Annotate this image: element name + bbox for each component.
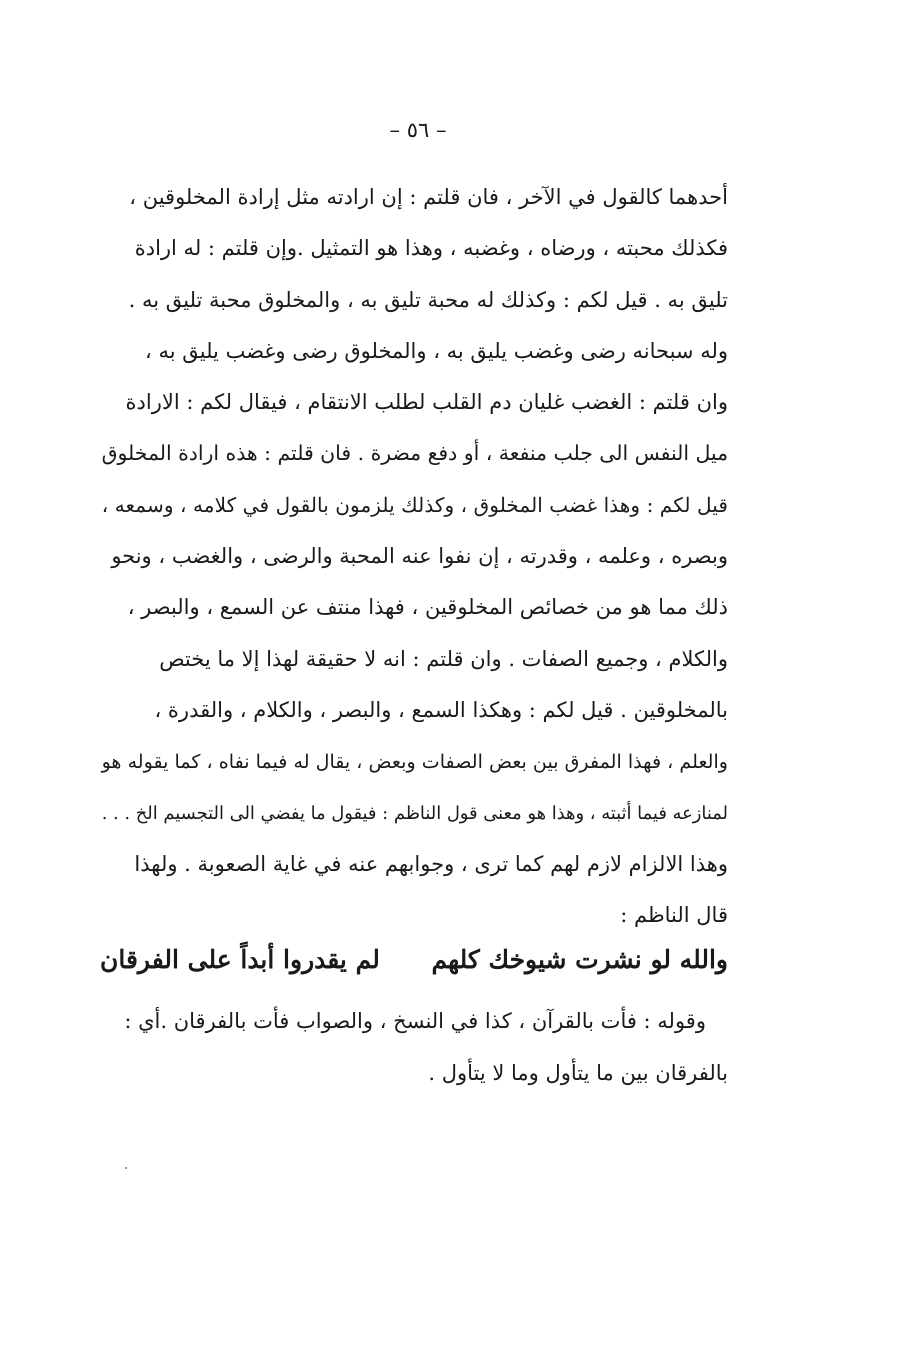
- text-line: قال الناظم :: [620, 903, 728, 928]
- text-line: لمنازعه فيما أثبته ، وهذا هو معنى قول الناظم : فيقول ما يفضي الى التجسيم الخ . . .: [101, 802, 728, 824]
- text-line: وبصره ، وعلمه ، وقدرته ، إن نفوا عنه المحبة والرضى ، والغضب ، ونحو: [111, 544, 728, 569]
- main-paragraph: [98, 172, 728, 941]
- print-speck: [125, 1167, 127, 1169]
- verse-first-hemistich: والله لو نشرت شيوخك كلهم: [431, 945, 728, 974]
- page-number: – ٥٦ –: [389, 118, 447, 142]
- text-line: والعلم ، فهذا المفرق بين بعض الصفات وبعض ، يقال له فيما نفاه ، كما يقوله هو: [101, 750, 728, 774]
- text-line: تليق به . قيل لكم : وكذلك له محبة تليق به ، والمخلوق محبة تليق به .: [128, 287, 728, 312]
- text-line: وهذا الالزام لازم لهم كما ترى ، وجوابهم عنه في غاية الصعوبة . ولهذا: [134, 851, 728, 876]
- text-line: قيل لكم : وهذا غضب المخلوق ، وكذلك يلزمون بالقول في كلامه ، وسمعه ،: [101, 492, 728, 517]
- text-line: ميل النفس الى جلب منفعة ، أو دفع مضرة . فان قلتم : هذه ارادة المخلوق: [101, 441, 728, 466]
- verse-second-hemistich: لم يقدروا أبداً على الفرقان: [100, 945, 380, 974]
- text-line: فكذلك محبته ، ورضاه ، وغضبه ، وهذا هو التمثيل .وإن قلتم : له ارادة: [134, 236, 728, 261]
- commentary-line: بالفرقان بين ما يتأول وما لا يتأول .: [428, 1061, 728, 1085]
- text-line: أحدهما كالقول في الآخر ، فان قلتم : إن ارادته مثل إرادة المخلوقين ،: [129, 185, 728, 209]
- text-line: وان قلتم : الغضب غليان دم القلب لطلب الانتقام ، فيقال لكم : الارادة: [125, 390, 728, 415]
- text-line: بالمخلوقين . قيل لكم : وهكذا السمع ، والبصر ، والكلام ، والقدرة ،: [154, 697, 728, 722]
- text-line: ذلك مما هو من خصائص المخلوقين ، فهذا منتف عن السمع ، والبصر ،: [127, 595, 728, 620]
- text-line: والكلام ، وجميع الصفات . وان قلتم : انه لا حقيقة لهذا إلا ما يختص: [159, 646, 728, 671]
- commentary-paragraph: [98, 995, 728, 1099]
- poem-verse: [100, 932, 728, 988]
- commentary-line: وقوله : فأت بالقرآن ، كذا في النسخ ، والصواب فأت بالفرقان .أي :: [124, 1009, 706, 1033]
- text-line: وله سبحانه رضى وغضب يليق به ، والمخلوق رضى وغضب يليق به ،: [145, 338, 728, 363]
